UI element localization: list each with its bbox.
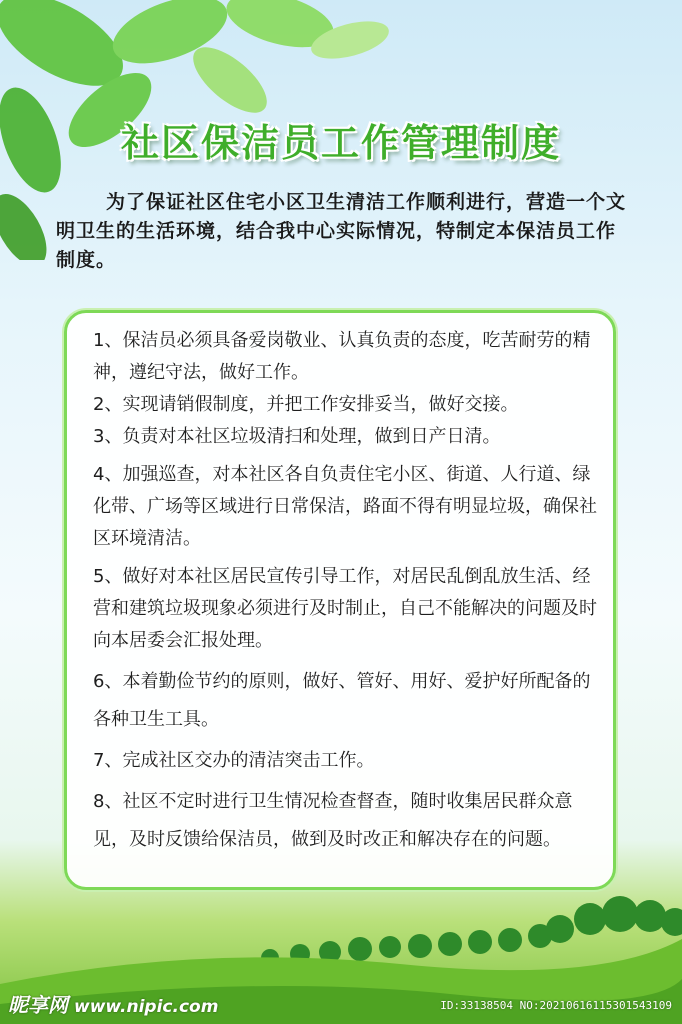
watermark <box>8 989 218 1018</box>
rule-item: 8、社区不定时进行卫生情况检查督查，随时收集居民群众意见，及时反馈给保洁员，做到及时改正和解决存在的问题。 <box>93 791 573 850</box>
watermark-brand: 昵享网 <box>8 993 68 1017</box>
rule-item: 6、本着勤俭节约的原则，做好、管好、用好、爱护好所配备的各种卫生工具。 <box>93 671 591 730</box>
page-title: 社区保洁员工作管理制度 <box>120 121 561 165</box>
rule-item: 3、负责对本社区垃圾清扫和处理，做到日产日清。 <box>93 426 501 447</box>
rule-item: 5、做好对本社区居民宣传引导工作，对居民乱倒乱放生活、经营和建筑垃圾现象必须进行及时制止，自己不能解决的问题及时向本居委会汇报处理。 <box>93 566 597 651</box>
rule-item: 2、实现请销假制度，并把工作安排妥当，做好交接。 <box>93 394 519 415</box>
intro-paragraph: 为了保证社区住宅小区卫生清洁工作顺利进行，营造一个文明卫生的生活环境，结合我中心实际情况，特制定本保洁员工作制度。 <box>56 191 627 271</box>
rules-list <box>93 325 598 859</box>
image-id-label: ID:33138504 NO:20210616115301543109 <box>440 999 672 1012</box>
watermark-url: www.nipic.com <box>74 997 219 1017</box>
rule-item: 1、保洁员必须具备爱岗敬业、认真负责的态度，吃苦耐劳的精神，遵纪守法，做好工作。 <box>93 330 591 383</box>
rule-item: 4、加强巡查，对本社区各自负责住宅小区、街道、人行道、绿化带、广场等区域进行日常保洁，路面不得有明显垃圾，确保社区环境清洁。 <box>93 464 597 549</box>
rule-item: 7、完成社区交办的清洁突击工作。 <box>93 750 375 771</box>
